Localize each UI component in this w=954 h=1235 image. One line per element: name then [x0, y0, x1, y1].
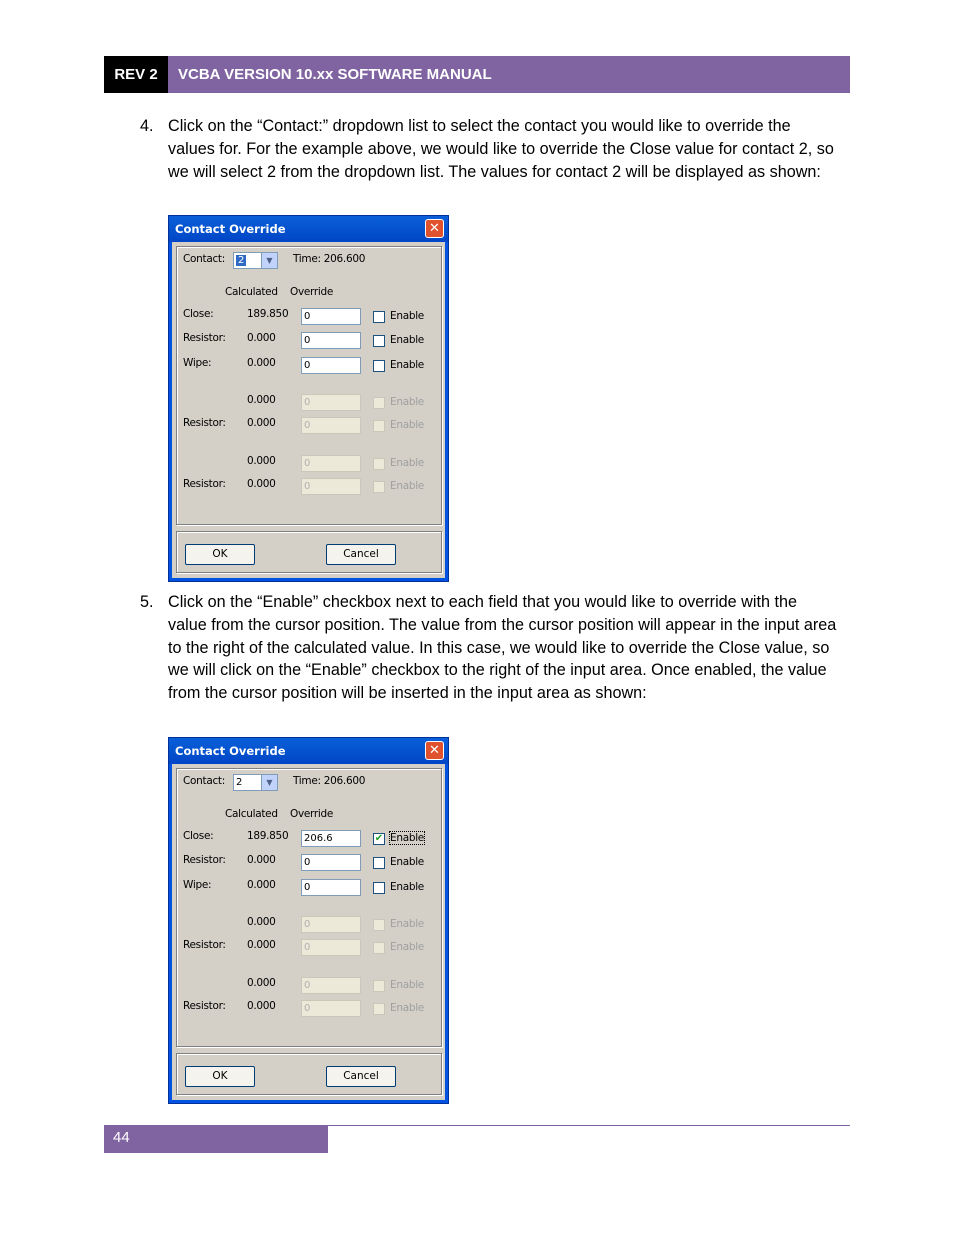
enable-checkbox[interactable]	[373, 311, 385, 323]
override-input: 0	[301, 417, 361, 434]
time-readout: Time: 206.600	[293, 253, 366, 265]
dialog-title: Contact Override	[175, 222, 286, 236]
time-readout: Time: 206.600	[293, 775, 366, 787]
calculated-value: 0.000	[247, 939, 276, 951]
enable-checkbox[interactable]	[373, 857, 385, 869]
enable-label: Enable	[390, 419, 424, 431]
enable-label: Enable	[390, 1002, 424, 1014]
page-header	[104, 56, 850, 93]
contact-label: Contact:	[183, 775, 225, 787]
chevron-down-icon[interactable]: ▼	[261, 775, 277, 790]
override-header: Override	[290, 286, 334, 298]
dialog-titlebar[interactable]	[169, 738, 448, 764]
enable-label: Enable	[390, 480, 424, 492]
row-label: Resistor:	[183, 478, 226, 490]
calculated-value: 0.000	[247, 357, 276, 369]
calculated-value: 0.000	[247, 478, 276, 490]
row-label: Resistor:	[183, 332, 226, 344]
enable-checkbox	[373, 1003, 385, 1015]
override-input[interactable]: 0	[301, 332, 361, 349]
override-input: 0	[301, 939, 361, 956]
override-input[interactable]: 0	[301, 308, 361, 325]
cancel-button[interactable]: Cancel	[326, 1066, 396, 1087]
contact-value: 2	[238, 255, 245, 266]
enable-label: Enable	[390, 457, 424, 469]
row-label: Resistor:	[183, 417, 226, 429]
override-input: 0	[301, 478, 361, 495]
override-input[interactable]: 0	[301, 879, 361, 896]
override-input: 0	[301, 916, 361, 933]
enable-checkbox[interactable]	[373, 335, 385, 347]
calculated-header: Calculated	[225, 286, 278, 298]
row-label: Resistor:	[183, 854, 226, 866]
ok-button[interactable]: OK	[185, 544, 255, 565]
dialog-titlebar[interactable]	[169, 216, 448, 242]
enable-label: Enable	[390, 941, 424, 953]
row-label: Wipe:	[183, 357, 212, 369]
calculated-value: 0.000	[247, 417, 276, 429]
override-input: 0	[301, 455, 361, 472]
row-label: Close:	[183, 308, 214, 320]
close-icon[interactable]: ✕	[425, 219, 444, 238]
enable-label[interactable]: Enable	[390, 856, 424, 868]
override-header: Override	[290, 808, 334, 820]
row-label: Wipe:	[183, 879, 212, 891]
step-number: 4.	[140, 117, 154, 135]
enable-label: Enable	[390, 918, 424, 930]
manual-title: VCBA VERSION 10.xx SOFTWARE MANUAL	[178, 66, 492, 83]
dialog-title: Contact Override	[175, 744, 286, 758]
row-label: Resistor:	[183, 939, 226, 951]
enable-checkbox	[373, 397, 385, 409]
override-input[interactable]: 0	[301, 854, 361, 871]
enable-checkbox	[373, 942, 385, 954]
page-number: 44	[104, 1126, 328, 1153]
row-label: Resistor:	[183, 1000, 226, 1012]
calculated-value: 0.000	[247, 455, 276, 467]
enable-checkbox[interactable]	[373, 360, 385, 372]
dialog-body	[172, 764, 445, 1100]
contact-dropdown[interactable]	[233, 252, 278, 269]
calculated-value: 189.850	[247, 308, 289, 320]
override-input: 0	[301, 394, 361, 411]
override-input[interactable]: 0	[301, 357, 361, 374]
contact-override-dialog	[168, 215, 449, 582]
calculated-value: 0.000	[247, 977, 276, 989]
calculated-value: 0.000	[247, 879, 276, 891]
calculated-value: 0.000	[247, 1000, 276, 1012]
enable-checkbox	[373, 420, 385, 432]
cancel-button[interactable]: Cancel	[326, 544, 396, 565]
enable-checkbox[interactable]	[373, 882, 385, 894]
enable-checkbox	[373, 481, 385, 493]
contact-value: 2	[236, 777, 243, 788]
contact-dropdown[interactable]	[233, 774, 278, 791]
calculated-value: 0.000	[247, 854, 276, 866]
enable-label[interactable]: Enable	[390, 881, 424, 893]
chevron-down-icon[interactable]: ▼	[261, 253, 277, 268]
step-number: 5.	[140, 593, 154, 611]
enable-label: Enable	[390, 979, 424, 991]
step-text: Click on the “Contact:” dropdown list to select the contact you would like to override the values for. For the example above, we would like to override the Close value for contact 2, so we will select 2 from the dropdown list. The values for contact 2 will be displayed as shown:	[168, 117, 834, 181]
calculated-value: 0.000	[247, 916, 276, 928]
enable-label[interactable]: Enable	[390, 334, 424, 346]
contact-label: Contact:	[183, 253, 225, 265]
enable-label: Enable	[390, 396, 424, 408]
revision-label: REV 2	[104, 56, 168, 93]
close-icon[interactable]: ✕	[425, 741, 444, 760]
row-label: Close:	[183, 830, 214, 842]
override-input: 0	[301, 1000, 361, 1017]
enable-checkbox	[373, 919, 385, 931]
enable-checkbox	[373, 980, 385, 992]
enable-label[interactable]: Enable	[390, 359, 424, 371]
calculated-header: Calculated	[225, 808, 278, 820]
override-input: 0	[301, 977, 361, 994]
ok-button[interactable]: OK	[185, 1066, 255, 1087]
enable-checkbox	[373, 458, 385, 470]
calculated-value: 0.000	[247, 394, 276, 406]
override-input[interactable]: 206.6	[301, 830, 361, 847]
step-text: Click on the “Enable” checkbox next to each field that you would like to override with the value from the cursor position. The value from the cursor position will appear in the input area to the right of the calculated value. In this case, we would like to override the Close value, so we will click on the “Enable” checkbox to the right of the input area. Once enabled, the value from the cursor position will be inserted in the input area as shown:	[168, 593, 837, 703]
enable-label[interactable]: Enable	[390, 310, 424, 322]
contact-override-dialog-enabled	[168, 737, 449, 1104]
enable-label[interactable]: Enable	[390, 832, 424, 844]
calculated-value: 189.850	[247, 830, 289, 842]
calculated-value: 0.000	[247, 332, 276, 344]
dialog-body	[172, 242, 445, 578]
checkmark-icon[interactable]: ✔	[374, 833, 384, 844]
